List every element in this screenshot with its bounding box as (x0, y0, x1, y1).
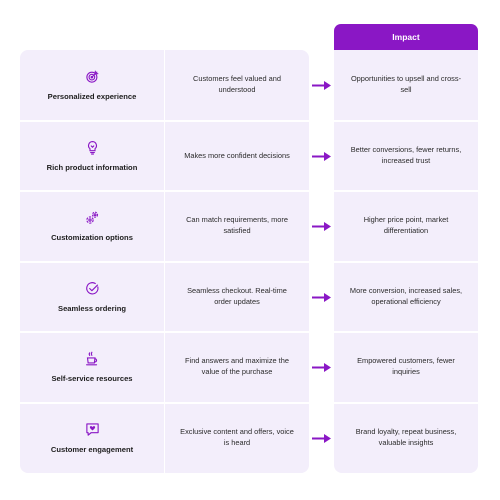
arrow-right-icon (312, 81, 331, 90)
impact-text: Empowered customers, fewer inquiries (357, 356, 455, 376)
impact-header: Impact (334, 24, 478, 50)
feature-cell (20, 191, 164, 261)
impact-text: Brand loyalty, repeat business, valuable insights (355, 427, 457, 447)
heart-chat-icon (85, 422, 100, 437)
benefit-text: Customers feel valued and understood (193, 74, 281, 94)
target-icon (85, 69, 100, 84)
feature-label: Self-service resources (51, 374, 133, 383)
feature-cell (20, 262, 164, 332)
benefit-text: Exclusive content and offers, voice is heard (180, 427, 294, 447)
impact-text: Higher price point, market differentiation (363, 215, 449, 235)
impact-text: Opportunities to upsell and cross-sell (350, 74, 462, 94)
gears-icon (85, 210, 100, 225)
check-circle-icon (85, 281, 100, 296)
feature-label: Customer engagement (50, 445, 134, 454)
feature-cell (20, 403, 164, 473)
benefit-text: Makes more confident decisions (184, 150, 290, 160)
arrow-right-icon (312, 222, 331, 231)
feature-label: Seamless ordering (58, 304, 126, 313)
arrow-right-icon (312, 293, 331, 302)
benefit-text: Seamless checkout. Real-time order updates (187, 286, 287, 306)
feature-cell (20, 332, 164, 402)
feature-label: Personalized experience (47, 92, 137, 101)
arrow-right-icon (312, 434, 331, 443)
feature-cell (20, 121, 164, 191)
benefit-text: Can match requirements, more satisfied (186, 215, 288, 235)
lightbulb-icon (85, 140, 100, 155)
impact-text: More conversion, increased sales, operational efficiency (349, 286, 463, 306)
benefit-text: Find answers and maximize the value of the purchase (185, 356, 289, 376)
feature-label: Rich product information (46, 163, 138, 172)
arrow-right-icon (312, 363, 331, 372)
impact-text: Better conversions, fewer returns, increased trust (350, 145, 462, 165)
feature-cell (20, 50, 164, 120)
arrow-right-icon (312, 152, 331, 161)
hot-drink-icon (85, 351, 100, 366)
feature-label: Customization options (51, 233, 133, 242)
